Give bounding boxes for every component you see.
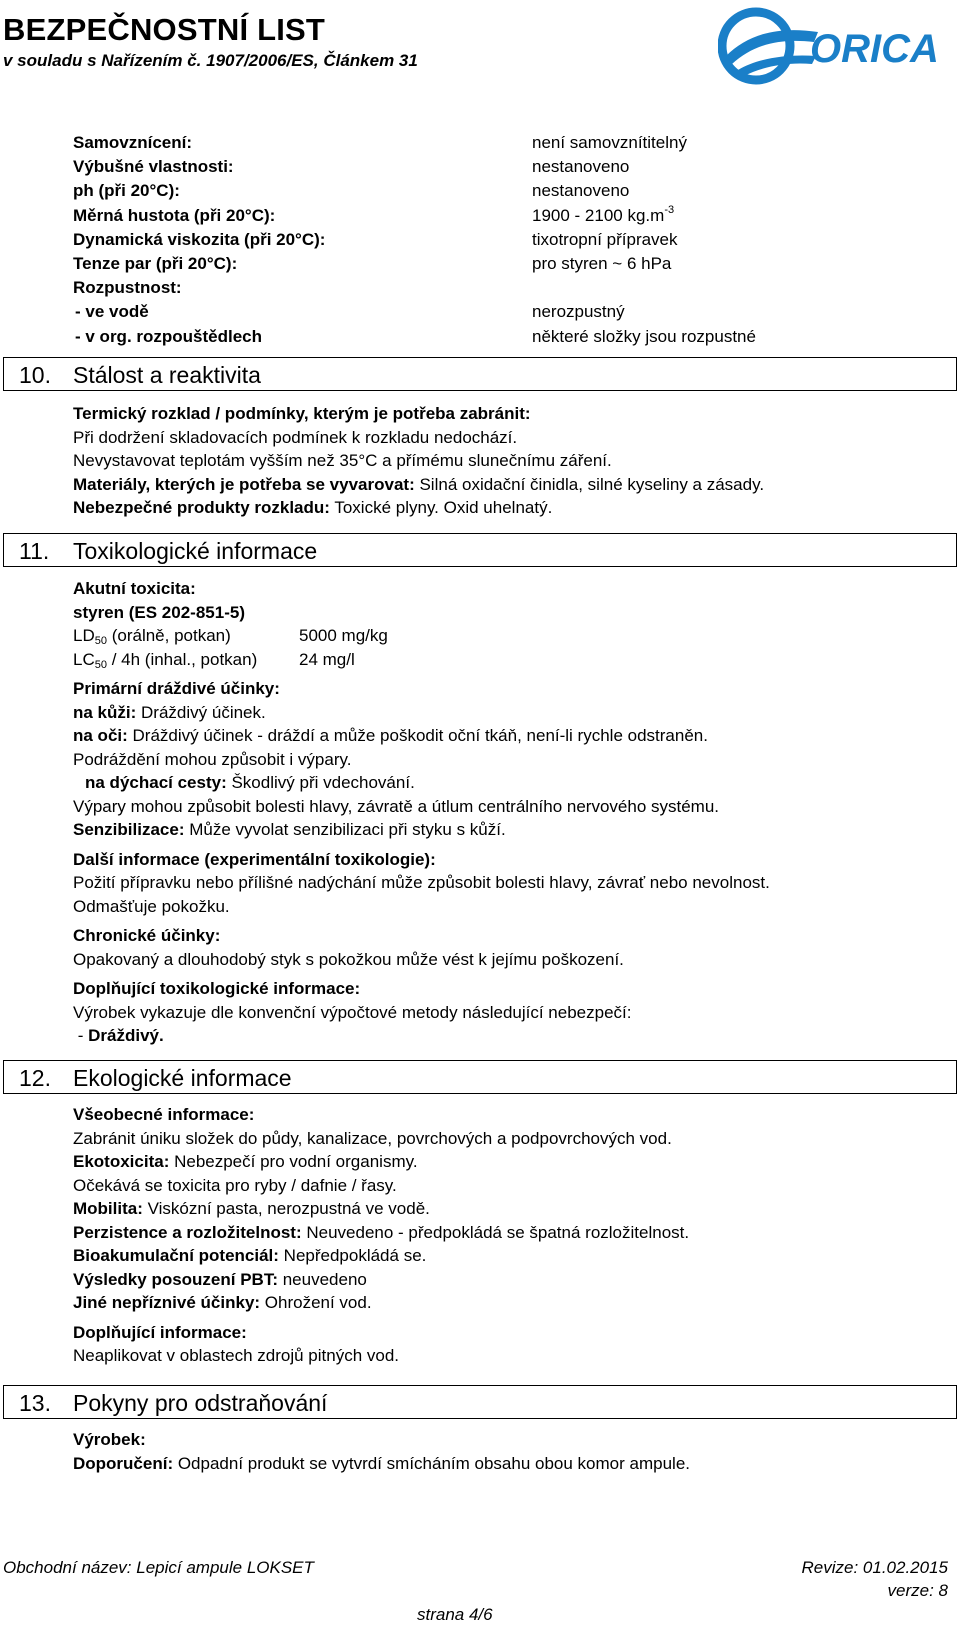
label: Výsledky posouzení PBT: (73, 1269, 278, 1289)
property-row (73, 228, 933, 252)
lc-suffix: / 4h (inhal., potkan) (106, 649, 258, 669)
label: Senzibilizace: (73, 820, 185, 839)
section-title: Pokyny pro odstraňování (73, 1390, 328, 1416)
text-line: Výrobek vykazuje dle konvenční výpočtové metody následující nebezpečí: (73, 1002, 632, 1022)
text-line (73, 1244, 953, 1268)
property-label: - v org. rozpouštědlech (75, 326, 263, 346)
value: Nebezpečí pro vodní organismy. (169, 1152, 418, 1171)
property-label: Samovznícení: (73, 133, 193, 152)
value: Neuvedeno - předpokládá se špatná rozložitelnost. (301, 1222, 690, 1242)
property-row (73, 300, 933, 324)
ld-suffix: (orálně, potkan) (106, 626, 231, 645)
value: Silná oxidační činidla, silné kyseliny a zásady. (414, 474, 765, 494)
property-label: Tenze par (při 20°C): (73, 253, 238, 273)
density-value: 1900 - 2100 kg.m (532, 205, 665, 225)
property-row (73, 204, 933, 228)
section-10-content (73, 402, 953, 520)
text-line (73, 473, 953, 497)
text-line (73, 1024, 953, 1048)
property-row (73, 325, 933, 349)
label: Jiné nepříznivé účinky: (73, 1293, 261, 1312)
dash: - (73, 1026, 89, 1045)
text-line: Výpary mohou způsobit bolesti hlavy, závratě a útlum centrálního nervového systému. (73, 796, 720, 816)
property-value: tixotropní přípravek (532, 229, 678, 249)
property-label: Výbušné vlastnosti: (73, 157, 234, 177)
toxicity-value: 24 mg/l (299, 649, 355, 669)
text-line: Očekává se toxicita pro ryby / dafnie / řasy. (73, 1175, 397, 1195)
property-label: Měrná hustota (při 20°C): (73, 205, 276, 225)
footer-page-number: strana 4/6 (417, 1605, 493, 1624)
toxicity-label (73, 648, 257, 671)
label: Nebezpečné produkty rozkladu: (73, 498, 330, 517)
section-13-content (73, 1428, 953, 1475)
label: na kůži: (73, 702, 137, 722)
substance-name: styren (ES 202-851-5) (73, 602, 245, 622)
toxicity-value: 5000 mg/kg (299, 626, 388, 645)
text-line (73, 496, 953, 520)
property-row (73, 276, 933, 300)
lc-subscript: 50 (94, 658, 107, 671)
section-title: Toxikologické informace (73, 538, 318, 564)
toxicity-label (73, 624, 231, 647)
subheading: Doplňující informace: (73, 1322, 247, 1342)
value: Dráždivý účinek. (136, 702, 266, 722)
property-row (73, 179, 933, 203)
text-line (73, 1268, 953, 1292)
logo-text: ORICA (810, 27, 939, 71)
value: Může vyvolat senzibilizaci při styku s kůží. (184, 820, 506, 839)
property-value (532, 204, 674, 227)
label: Materiály, kterých je potřeba se vyvarovat: (73, 474, 415, 494)
property-value: nestanoveno (532, 181, 630, 201)
label: Ekotoxicita: (73, 1152, 170, 1171)
hazard-label: Dráždivý. (88, 1026, 164, 1045)
text-line: Opakovaný a dlouhodobý styk s pokožkou může vést k jejímu poškození. (73, 949, 624, 969)
text-line (73, 1197, 953, 1221)
section-number: 13. (19, 1390, 51, 1416)
text-line: Zabránit úniku složek do půdy, kanalizace, povrchových a podpovrchových vod. (73, 1128, 672, 1148)
document-title: BEZPEČNOSTNÍ LIST (3, 12, 326, 47)
section-number: 12. (19, 1065, 51, 1091)
text-line (73, 1452, 953, 1476)
label: Bioakumulační potenciál: (73, 1246, 279, 1265)
text-line: Nevystavovat teplotám vyšším než 35°C a přímému slunečnímu záření. (73, 451, 612, 470)
section-title: Ekologické informace (73, 1065, 292, 1091)
subheading: Všeobecné informace: (73, 1105, 255, 1124)
value: Viskózní pasta, nerozpustná ve vodě. (142, 1199, 430, 1218)
text-line: Požití přípravku nebo přílišné nadýchání může způsobit bolesti hlavy, závrať nebo nevolnost. (73, 873, 770, 892)
section-number: 10. (19, 362, 51, 388)
text-line: Odmašťuje pokožku. (73, 896, 230, 916)
text-line (73, 1221, 953, 1245)
label: Doporučení: (73, 1453, 174, 1473)
property-label: Rozpustnost: (73, 278, 182, 298)
subheading: Výrobek: (73, 1430, 146, 1449)
subheading: Doplňující toxikologické informace: (73, 979, 361, 998)
subheading: Termický rozklad / podmínky, kterým je potřeba zabránit: (73, 404, 531, 423)
section-12-content (73, 1103, 953, 1368)
section-13-header (3, 1385, 957, 1419)
property-value: není samovznítitelný (532, 133, 687, 152)
subheading: Další informace (experimentální toxikologie): (73, 849, 436, 869)
property-row (73, 131, 933, 155)
text-line (73, 724, 953, 748)
property-value: nerozpustný (532, 302, 625, 322)
footer-trade-name: Obchodní název: Lepicí ampule LOKSET (3, 1558, 314, 1577)
footer-revision: Revize: 01.02.2015 (801, 1558, 948, 1577)
document-subtitle: v souladu s Nařízením č. 1907/2006/ES, Článkem 31 (3, 51, 418, 70)
value: Dráždivý účinek - dráždí a může poškodit oční tkáň, není-li rychle odstraněn. (127, 726, 708, 745)
text-line: Při dodržení skladovacích podmínek k rozkladu nedochází. (73, 427, 518, 447)
label: na dýchací cesty: (85, 773, 227, 792)
lc-prefix: LC (73, 649, 95, 669)
subheading: Primární dráždivé účinky: (73, 679, 280, 698)
text-line (73, 701, 953, 725)
toxicity-row (73, 648, 953, 672)
density-exponent: -3 (664, 203, 675, 216)
orica-logo (718, 4, 958, 88)
property-value: některé složky jsou rozpustné (532, 326, 756, 346)
property-value: nestanoveno (532, 157, 630, 177)
physical-properties-table (73, 131, 933, 349)
subheading: Akutní toxicita: (73, 579, 196, 598)
value: Toxické plyny. Oxid uhelnatý. (329, 498, 553, 517)
value: Nepředpokládá se. (278, 1246, 427, 1265)
property-label: ph (při 20°C): (73, 181, 180, 201)
label: Perzistence a rozložitelnost: (73, 1222, 302, 1242)
section-10-header (3, 357, 957, 391)
property-row (73, 252, 933, 276)
ld-prefix: LD (73, 626, 95, 645)
section-11-header (3, 533, 957, 567)
text-line (73, 818, 953, 842)
value: Ohrožení vod. (260, 1293, 372, 1312)
property-value: pro styren ~ 6 hPa (532, 253, 672, 273)
section-12-header (3, 1060, 957, 1094)
text-line: Podráždění mohou způsobit i výpary. (73, 749, 352, 769)
label: na oči: (73, 726, 128, 745)
subheading: Chronické účinky: (73, 926, 221, 945)
section-11-content (73, 577, 953, 1048)
property-label: - ve vodě (75, 302, 149, 322)
toxicity-row (73, 624, 953, 648)
footer-version: verze: 8 (887, 1581, 948, 1600)
property-label: Dynamická viskozita (při 20°C): (73, 229, 326, 249)
text-line (73, 1291, 953, 1315)
ld-subscript: 50 (94, 635, 107, 647)
text-line (73, 771, 953, 795)
label: Mobilita: (73, 1199, 143, 1218)
text-line: Neaplikovat v oblastech zdrojů pitných vod. (73, 1346, 400, 1365)
section-title: Stálost a reaktivita (73, 362, 261, 388)
value: Odpadní produkt se vytvrdí smícháním obsahu obou komor ampule. (173, 1453, 690, 1473)
section-number: 11. (19, 538, 50, 564)
value: Škodlivý při vdechování. (226, 773, 415, 792)
text-line (73, 1150, 953, 1174)
property-row (73, 155, 933, 179)
value: neuvedeno (278, 1269, 367, 1289)
